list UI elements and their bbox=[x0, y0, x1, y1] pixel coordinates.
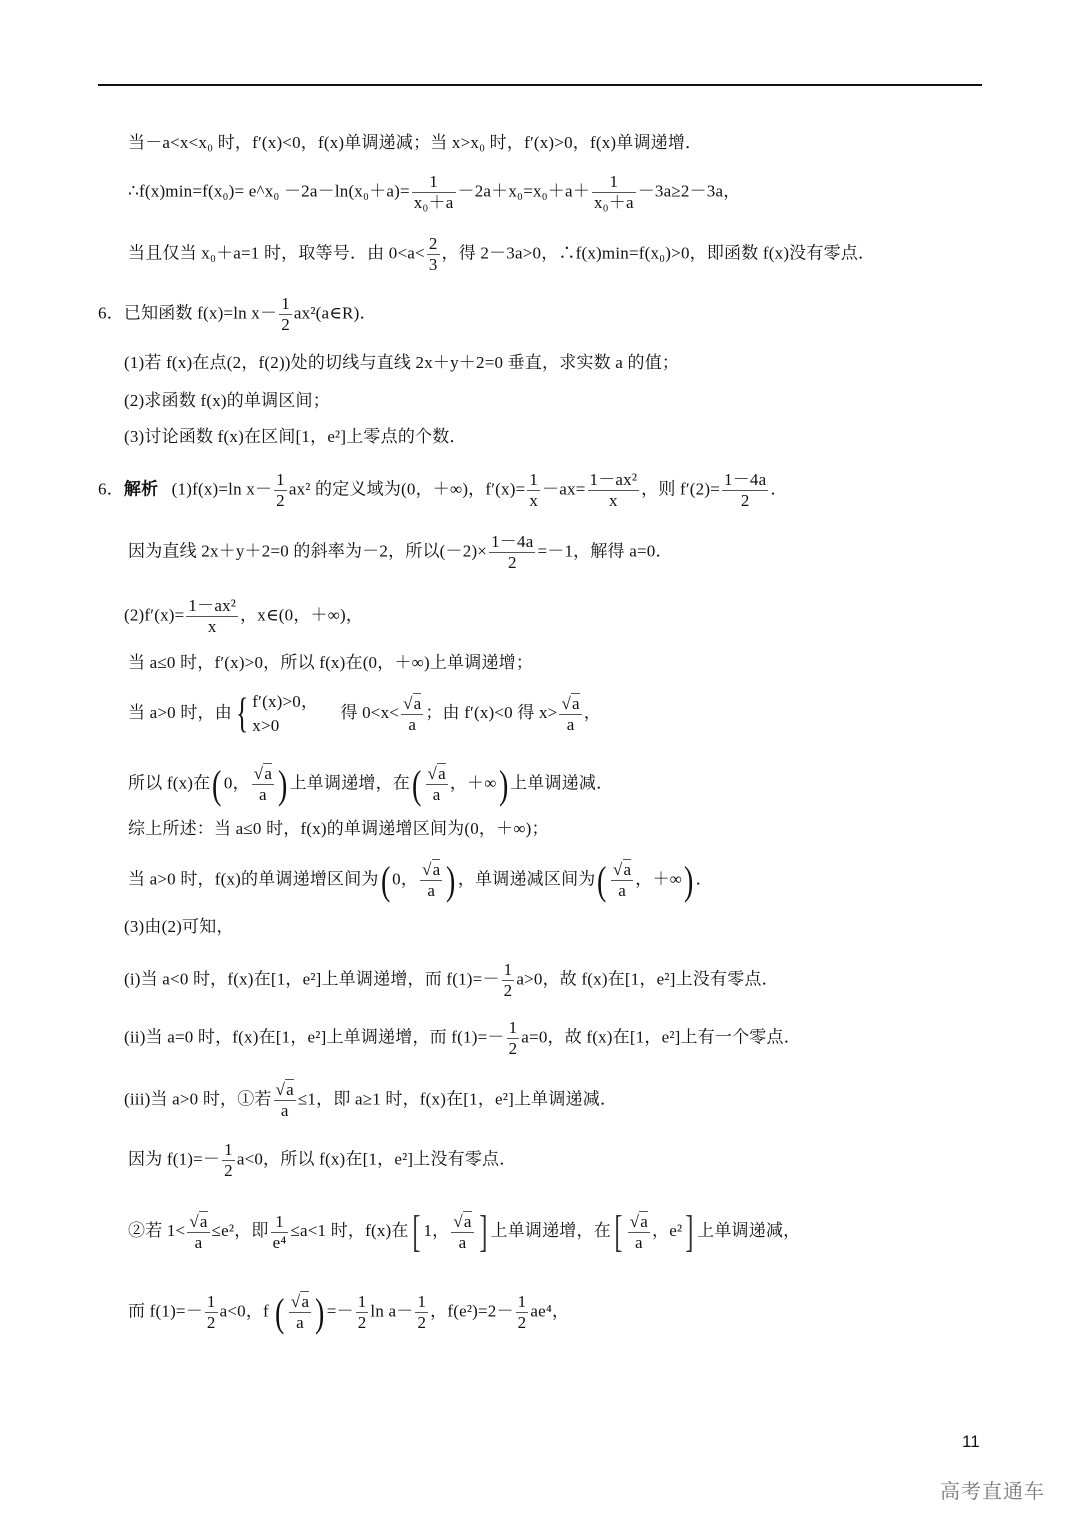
solution-6-part1-line1: 6．解析 (1)f(x)=ln x－ $\frac{1}{2}$ ax² 的定义域为(0，＋∞)，f′(x)= $\frac{1}{x}$ －ax= $\frac{\text{1－ax²}}{x}$ ，则 f′(2)= $\frac{1-4a}{2}$ ． bbox=[98, 470, 788, 510]
text: 当且仅当 x₀＋a=1 时，取等号．由 0<a< bbox=[128, 243, 425, 263]
inequality-system: f′(x)>0， x>0 bbox=[252, 692, 319, 735]
solution-6-part3-case-iii: (iii)当 a>0 时，①若 $\frac{√a}{a}$ ≤1，即 a≥1 时，f(x)在[1，e²]上单调递减． bbox=[124, 1080, 618, 1120]
fraction: $\frac{2}{3}$ bbox=[428, 234, 438, 274]
fraction: $\frac{1}{2}$ bbox=[276, 470, 285, 510]
solution-6-part2-line3: 当 a>0 时，由{ f′(x)>0， x>0 得 0<x< $\frac{√a}{a}$ ；由 f′(x)<0 得 x> $\frac{√a}{a}$ ， bbox=[128, 691, 601, 737]
solution-label: 解析 bbox=[123, 479, 159, 499]
brace: { bbox=[236, 691, 249, 737]
fraction: $\frac{√a}{a}$ bbox=[403, 693, 422, 734]
prev-solution-line1: 当－a<x<x₀ 时，f′(x)<0，f(x)单调递减；当 x>x₀ 时，f′(x)>0，f(x)单调递增． bbox=[128, 133, 703, 152]
fraction: $\frac{1}{\text{x₀＋a}}$ bbox=[593, 172, 634, 212]
text: －2a＋x₀=x₀＋a＋ bbox=[457, 181, 590, 201]
solution-6-part2-line2: 当 a≤0 时，f′(x)>0，所以 f(x)在(0，＋∞)上单调递增； bbox=[128, 653, 534, 672]
problem-6-q2: (2)求函数 f(x)的单调区间； bbox=[124, 391, 330, 410]
solution-6-part3-case-ii: (ii)当 a=0 时，f(x)在[1，e²]上单调递增，而 f(1)=－ $\frac{1}{2}$ a=0，故 f(x)在[1，e²]上有一个零点． bbox=[124, 1018, 801, 1058]
solution-6-part3-last: 而 f(1)=－ $\frac{1}{2}$ a<0，f ( $\frac{√a}{a}$ ) =－ $\frac{1}{2}$ ln a－ $\frac{1}{2}$ ，f(e²)=2－ $\frac{1}{2}$ ae⁴， bbox=[128, 1289, 570, 1335]
prev-solution-line3 bbox=[128, 234, 875, 275]
solution-6-part3-case-iii-line2: 因为 f(1)=－ $\frac{1}{2}$ a<0，所以 f(x)在[1，e²]上没有零点． bbox=[128, 1140, 517, 1180]
solution-6-part3-case-i: (i)当 a<0 时，f(x)在[1，e²]上单调递增，而 f(1)=－ $\frac{1}{2}$ a>0，故 f(x)在[1，e²]上没有零点． bbox=[124, 960, 779, 1000]
solution-6-part3-line1: (3)由(2)可知， bbox=[124, 917, 234, 936]
solution-6-part2-line5: 综上所述：当 a≤0 时，f(x)的单调递增区间为(0，＋∞)； bbox=[128, 819, 549, 838]
watermark: 高考直通车 bbox=[940, 1479, 1045, 1503]
fraction: $\frac{1}{x}$ bbox=[529, 470, 539, 510]
fraction: $\frac{1}{\text{x₀＋a}}$ bbox=[413, 172, 454, 212]
problem-6-q1: (1)若 f(x)在点(2，f(2))处的切线与直线 2x＋y＋2=0 垂直，求实数 a 的值； bbox=[124, 353, 680, 372]
prev-solution-line2 bbox=[128, 172, 740, 213]
text: 已知函数 f(x)=ln x－ bbox=[123, 303, 278, 323]
problem-number: 6． bbox=[98, 303, 124, 323]
text: (1)f(x)=ln x－ bbox=[171, 479, 273, 499]
text: ，得 2－3a>0，∴f(x)min=f(x₀)>0，即函数 f(x)没有零点． bbox=[441, 243, 876, 263]
solution-number: 6． bbox=[98, 479, 124, 499]
fraction: $\frac{1-4a}{2}$ bbox=[724, 470, 767, 510]
fraction: $\frac{\text{1－ax²}}{x}$ bbox=[589, 470, 638, 510]
text: ∴f(x)min=f(x₀)= e^x₀ －2a－ln(x₀＋a)= bbox=[128, 181, 410, 201]
problem-6-stem bbox=[98, 294, 377, 335]
fraction: $\frac{\text{1－ax²}}{x}$ bbox=[188, 596, 237, 636]
solution-6-part2-line6: 当 a>0 时，f(x)的单调递增区间为( 0， $\frac{√a}{a}$ ) ，单调递减区间为( $\frac{√a}{a}$ ，＋∞) ． bbox=[128, 857, 713, 903]
text: ax²(a∈R)． bbox=[293, 303, 377, 323]
fraction: $\frac{1}{2}$ bbox=[281, 294, 290, 334]
text: －3a≥2－3a， bbox=[637, 181, 741, 201]
solution-6-part1-line2: 因为直线 2x＋y＋2=0 的斜率为－2，所以(－2)× $\frac{1-4a}{2}$ =－1，解得 a=0． bbox=[128, 532, 673, 572]
page-number: 11 bbox=[962, 1432, 980, 1451]
solution-6-part2-line4: 所以 f(x)在( 0， $\frac{√a}{a}$ ) 上单调递增，在( $\frac{√a}{a}$ ，＋∞) 上单调递减． bbox=[128, 761, 614, 807]
solution-6-part3-case-iii-sub2: ②若 1< $\frac{√a}{a}$ ≤e²，即 $\frac{1}{\text{e⁴}}$ ≤a<1 时，f(x)在[ 1， $\frac{√a}{a}$ ] 上单调递增，在[ $\frac{√a}{a}$ ，e²] 上单调递减， bbox=[128, 1207, 801, 1256]
problem-6-q3: (3)讨论函数 f(x)在区间[1，e²]上零点的个数． bbox=[124, 427, 467, 446]
solution-6-part2-line1: (2)f′(x)= $\frac{\text{1－ax²}}{x}$ ，x∈(0，＋∞)， bbox=[124, 596, 364, 636]
header-rule bbox=[98, 84, 982, 86]
fraction: $\frac{1-4a}{2}$ bbox=[491, 532, 534, 572]
fraction: $\frac{√a}{a}$ bbox=[561, 693, 580, 734]
